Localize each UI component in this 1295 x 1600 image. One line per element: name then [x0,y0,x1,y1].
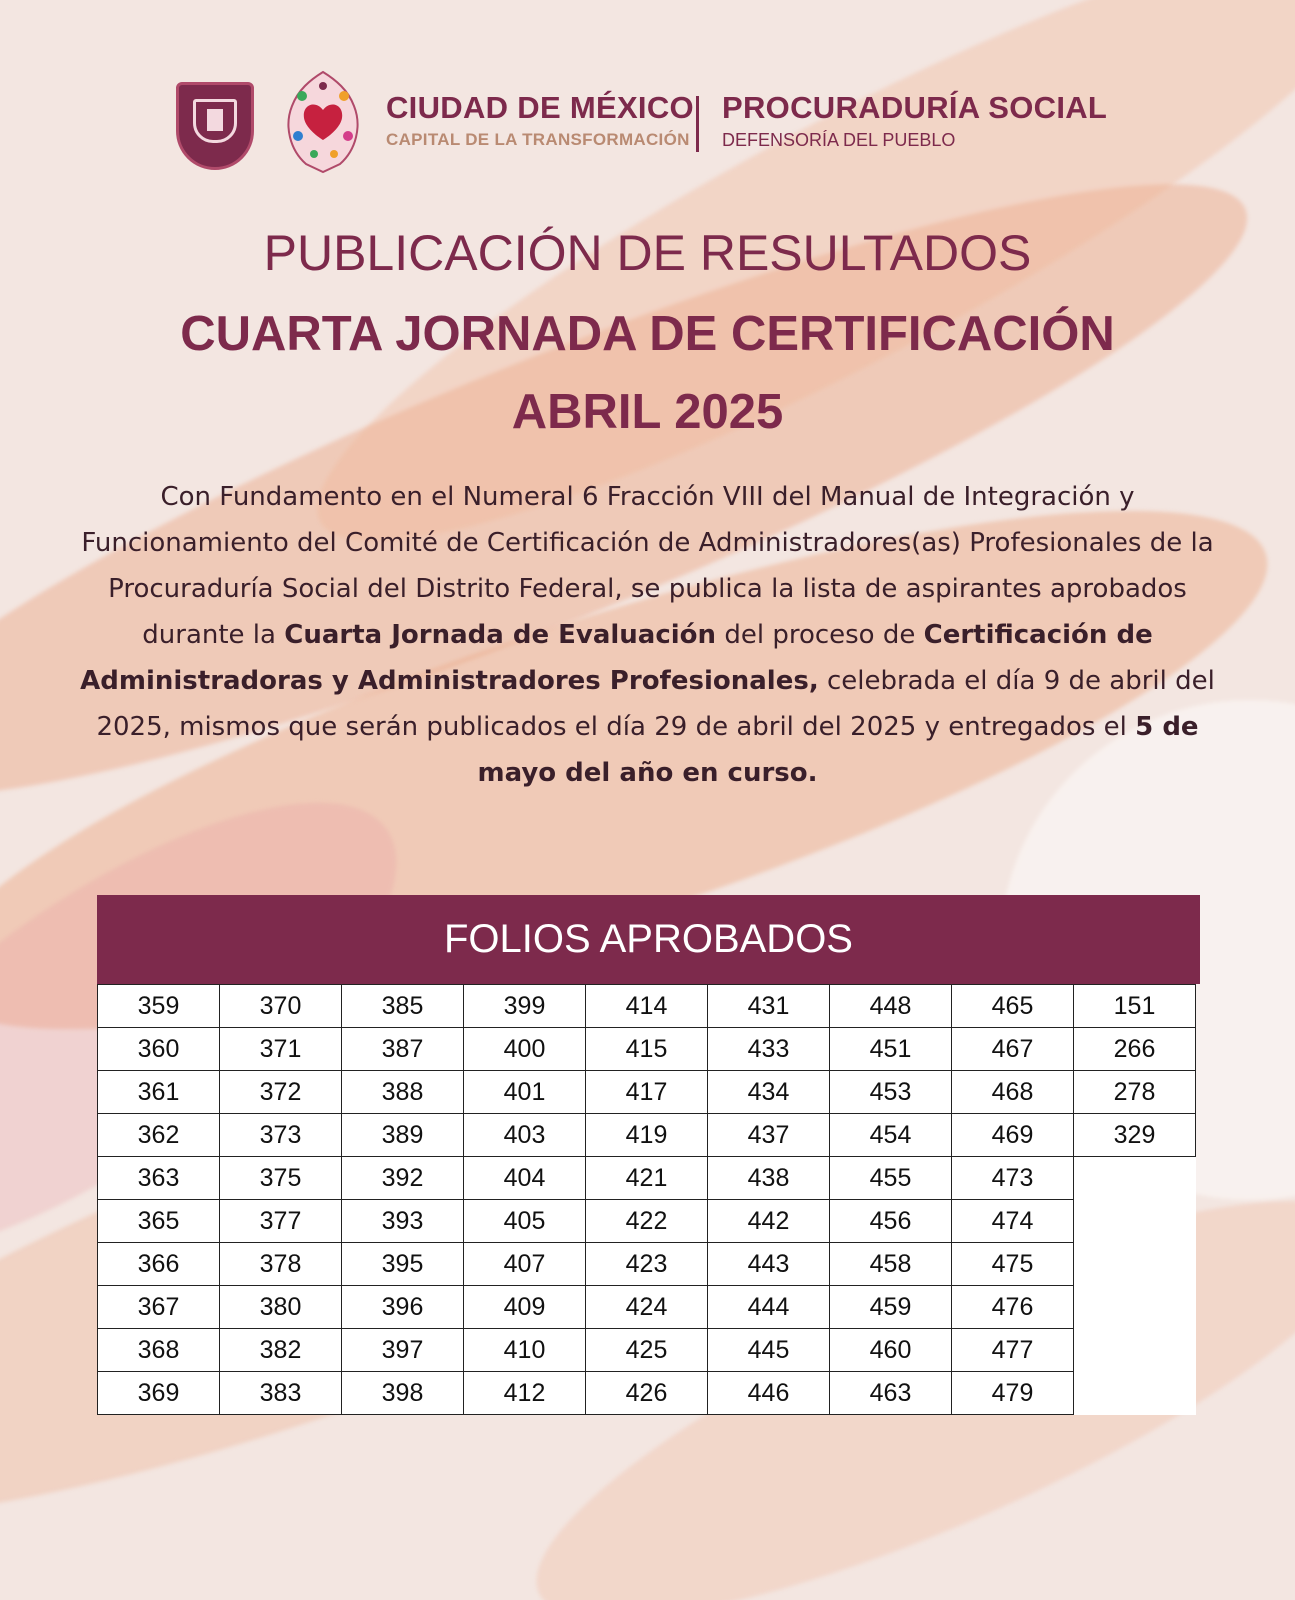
folio-cell: 266 [1074,1028,1196,1071]
folio-cell: 395 [342,1243,464,1286]
folio-cell: 446 [708,1372,830,1415]
announcement-paragraph [70,474,1225,796]
folio-cell: 433 [708,1028,830,1071]
folio-cell: 421 [586,1157,708,1200]
folio-cell: 453 [830,1071,952,1114]
folio-cell: 451 [830,1028,952,1071]
folio-cell: 419 [586,1114,708,1157]
folio-cell: 445 [708,1329,830,1372]
folio-cell: 475 [952,1243,1074,1286]
folio-cell: 409 [464,1286,586,1329]
folio-cell: 467 [952,1028,1074,1071]
folio-cell: 372 [220,1071,342,1114]
brand-procuraduria-subtitle: DEFENSORÍA DEL PUEBLO [722,130,956,150]
folio-cell: 396 [342,1286,464,1329]
paragraph-text-1: Con Fundamento en el Numeral 6 Fracción VIII del Manual de Integración y Funcionamiento del Comité de Certificación de Administradores(as) Profesionales de la Procuraduría Social del Distrito Federal, se publica la lista de aspirantes aprobados durante la [81,482,1214,650]
folio-cell: 329 [1074,1114,1196,1157]
folio-cell: 463 [830,1372,952,1415]
folio-cell: 444 [708,1286,830,1329]
folio-cell: 410 [464,1329,586,1372]
folio-cell: 361 [98,1071,220,1114]
folio-cell: 363 [98,1157,220,1200]
folio-cell: 407 [464,1243,586,1286]
brand-cdmx-subtitle: CAPITAL DE LA TRANSFORMACIÓN [386,130,690,149]
table-row [98,1071,1196,1114]
empty-cell [1074,1372,1196,1415]
folios-table [97,984,1196,1415]
coat-of-arms-icon [176,82,254,170]
page-subtitle: CUARTA JORNADA DE CERTIFICACIÓN [180,307,1115,361]
empty-cell [1074,1286,1196,1329]
table-heading: FOLIOS APROBADOS [97,895,1200,984]
folio-cell: 417 [586,1071,708,1114]
folio-cell: 370 [220,985,342,1028]
folio-cell: 454 [830,1114,952,1157]
paragraph-text-3: celebrada el día 9 de abril del 2025, mismos que serán publicados el día 29 de abril del 2025 y entregados el [96,666,1215,742]
folio-cell: 403 [464,1114,586,1157]
folio-cell: 423 [586,1243,708,1286]
table-row [98,1286,1196,1329]
folio-cell: 479 [952,1372,1074,1415]
folio-cell: 369 [98,1372,220,1415]
folio-cell: 476 [952,1286,1074,1329]
folio-cell: 278 [1074,1071,1196,1114]
folio-cell: 366 [98,1243,220,1286]
table-row [98,1114,1196,1157]
folio-cell: 362 [98,1114,220,1157]
empty-cell [1074,1157,1196,1200]
folio-cell: 371 [220,1028,342,1071]
folio-cell: 424 [586,1286,708,1329]
folio-cell: 375 [220,1157,342,1200]
folio-cell: 365 [98,1200,220,1243]
table-row [98,1372,1196,1415]
empty-cell [1074,1329,1196,1372]
brand-procuraduria [722,90,1142,151]
table-row [98,1243,1196,1286]
folio-cell: 373 [220,1114,342,1157]
folio-cell: 455 [830,1157,952,1200]
brand-procuraduria-title: PROCURADURÍA SOCIAL [722,90,1108,125]
folio-cell: 151 [1074,985,1196,1028]
folio-cell: 387 [342,1028,464,1071]
page-date-title: ABRIL 2025 [511,385,784,439]
folio-cell: 458 [830,1243,952,1286]
folio-cell: 442 [708,1200,830,1243]
folio-cell: 456 [830,1200,952,1243]
folio-cell: 405 [464,1200,586,1243]
folio-cell: 459 [830,1286,952,1329]
paragraph-bold-3: 5 de mayo del año en curso. [477,712,1199,788]
header-divider [696,96,699,152]
folio-cell: 377 [220,1200,342,1243]
table-row [98,1200,1196,1243]
header [176,66,1126,176]
folio-cell: 399 [464,985,586,1028]
folio-cell: 398 [342,1372,464,1415]
table-row [98,1028,1196,1071]
folio-cell: 437 [708,1114,830,1157]
folio-cell: 378 [220,1243,342,1286]
folio-cell: 383 [220,1372,342,1415]
folio-cell: 367 [98,1286,220,1329]
folio-cell: 473 [952,1157,1074,1200]
folio-cell: 448 [830,985,952,1028]
folio-cell: 385 [342,985,464,1028]
paragraph-bold-1: Cuarta Jornada de Evaluación [284,620,717,650]
folio-cell: 477 [952,1329,1074,1372]
folio-cell: 401 [464,1071,586,1114]
folio-cell: 382 [220,1329,342,1372]
folio-cell: 468 [952,1071,1074,1114]
folio-cell: 443 [708,1243,830,1286]
empty-cell [1074,1200,1196,1243]
folio-cell: 388 [342,1071,464,1114]
folio-cell: 469 [952,1114,1074,1157]
folio-cell: 434 [708,1071,830,1114]
table-row [98,1329,1196,1372]
folio-cell: 474 [952,1200,1074,1243]
paragraph-bold-2: Certificación de Administradoras y Administradores Profesionales, [80,620,1153,696]
heart-map-logo-icon [280,66,366,176]
paragraph-text-2: del proceso de [716,620,924,650]
folio-cell: 360 [98,1028,220,1071]
folio-cell: 438 [708,1157,830,1200]
table-row [98,985,1196,1028]
folio-cell: 431 [708,985,830,1028]
folio-cell: 368 [98,1329,220,1372]
brand-cdmx-title: CIUDAD DE MÉXICO [386,90,694,125]
folio-cell: 404 [464,1157,586,1200]
folio-cell: 380 [220,1286,342,1329]
page-title: PUBLICACIÓN DE RESULTADOS [263,225,1032,281]
brand-cdmx [386,90,706,150]
folio-cell: 400 [464,1028,586,1071]
folio-cell: 392 [342,1157,464,1200]
folio-cell: 397 [342,1329,464,1372]
folio-cell: 359 [98,985,220,1028]
folio-cell: 393 [342,1200,464,1243]
folio-cell: 389 [342,1114,464,1157]
empty-cell [1074,1243,1196,1286]
folio-cell: 422 [586,1200,708,1243]
folio-cell: 460 [830,1329,952,1372]
folio-cell: 414 [586,985,708,1028]
folio-cell: 425 [586,1329,708,1372]
folio-cell: 415 [586,1028,708,1071]
folio-cell: 465 [952,985,1074,1028]
folio-cell: 426 [586,1372,708,1415]
folio-cell: 412 [464,1372,586,1415]
table-row [98,1157,1196,1200]
